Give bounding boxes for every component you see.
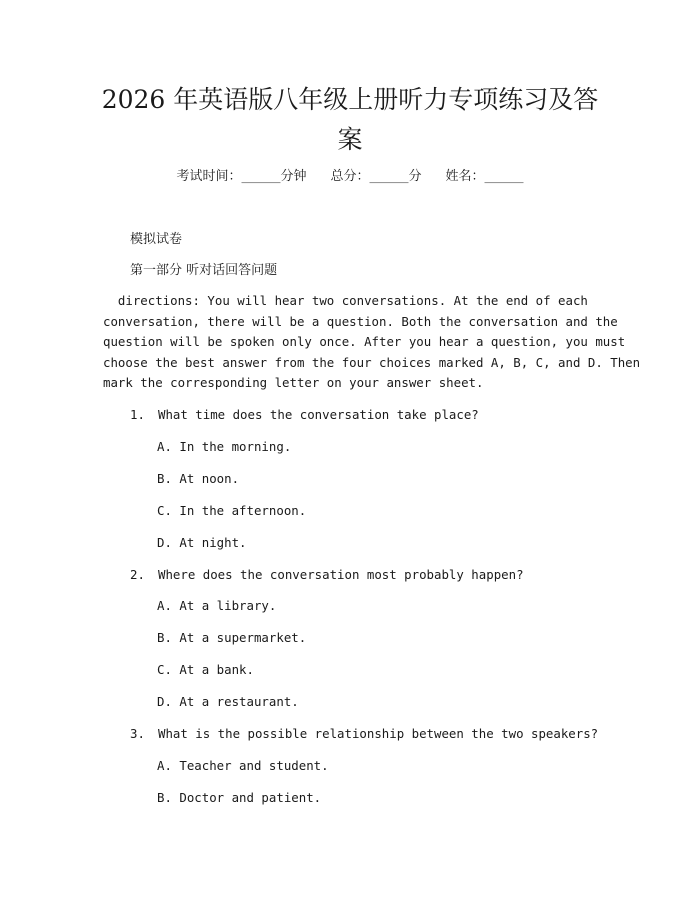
section-label: 模拟试卷: [130, 232, 183, 247]
student-name: 姓名：______: [445, 169, 524, 184]
question-text: What time does the conversation take place?: [158, 407, 479, 422]
question-text: Where does the conversation most probably happen?: [158, 567, 524, 582]
total-score: 总分：______分: [330, 169, 422, 184]
option-2d: D. At a restaurant.: [157, 694, 299, 709]
option-1c: C. In the afternoon.: [157, 503, 307, 518]
question-2: [130, 566, 524, 584]
option-1b: B. At noon.: [157, 471, 240, 486]
directions: [103, 291, 641, 394]
option-3b: B. Doctor and patient.: [157, 790, 322, 805]
option-3a: A. Teacher and student.: [157, 758, 329, 773]
part-label: 第一部分 听对话回答问题: [130, 263, 278, 278]
exam-meta: [0, 168, 700, 186]
directions-line: conversation, there will be a question. Both the conversation and the: [103, 313, 618, 329]
question-1: [130, 406, 479, 424]
directions-line: choose the best answer from the four choices marked A, B, C, and D. Then: [103, 354, 641, 370]
question-text: What is the possible relationship between the two speakers?: [158, 726, 599, 741]
question-number: 2.: [130, 567, 145, 582]
option-2b: B. At a supermarket.: [157, 630, 307, 645]
option-1a: A. In the morning.: [157, 439, 292, 454]
document-title: 2026 年英语版八年级上册听力专项练习及答案: [101, 85, 599, 154]
question-number: 3.: [130, 726, 145, 741]
question-3: [130, 725, 598, 743]
option-2c: C. At a bank.: [157, 662, 254, 677]
directions-line: directions: You will hear two conversations. At the end of each: [103, 293, 588, 308]
directions-line: question will be spoken only once. After you hear a question, you must: [103, 334, 626, 349]
option-1d: D. At night.: [157, 535, 247, 550]
exam-time: 考试时间：______分钟: [176, 169, 307, 184]
directions-line: mark the corresponding letter on your answer sheet.: [103, 375, 484, 390]
option-2a: A. At a library.: [157, 598, 277, 613]
question-number: 1.: [130, 407, 145, 422]
